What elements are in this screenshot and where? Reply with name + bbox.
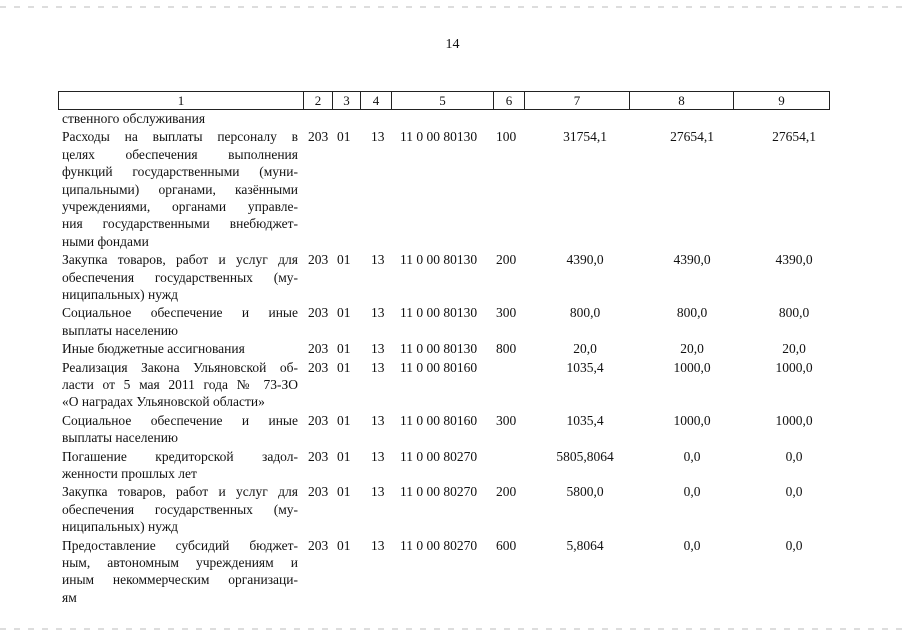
table-row xyxy=(0,412,905,447)
cell-col-5: 11 0 00 80130 xyxy=(400,341,478,357)
row-description xyxy=(62,304,298,339)
description-line: ным, автономным учреждениям и xyxy=(62,554,298,570)
cell-col-9: 1000,0 xyxy=(775,412,813,428)
description-line: Реализация Закона Ульяновской об- xyxy=(62,359,298,375)
cell-col-2: 203 xyxy=(308,484,329,500)
description-line: ниципальных) нужд xyxy=(62,286,179,302)
header-col-9: 9 xyxy=(734,92,830,110)
cell-col-6: 200 xyxy=(496,484,517,500)
description-line: Социальное обеспечение и иные xyxy=(62,412,298,428)
description-line: Предоставление субсидий бюджет- xyxy=(62,537,298,553)
description-line: Иные бюджетные ассигнования xyxy=(62,341,245,357)
description-line: ципальными) органами, казёнными xyxy=(62,181,298,197)
cell-col-8: 0,0 xyxy=(683,448,701,464)
cell-col-2: 203 xyxy=(308,359,329,375)
description-line: ственного обслуживания xyxy=(62,111,206,126)
cell-col-4: 13 xyxy=(371,252,385,268)
cell-col-2: 203 xyxy=(308,537,329,553)
cell-col-9: 4390,0 xyxy=(775,252,813,268)
cell-col-6: 800 xyxy=(496,341,517,357)
description-line: выплаты населению xyxy=(62,430,179,446)
table-row xyxy=(0,251,905,303)
header-col-4: 4 xyxy=(361,92,392,110)
cell-col-5: 11 0 00 80130 xyxy=(400,252,478,268)
cell-col-5: 11 0 00 80270 xyxy=(400,537,478,553)
cell-col-3: 01 xyxy=(337,359,351,375)
description-line: ям xyxy=(62,589,77,605)
cell-col-5: 11 0 00 80160 xyxy=(400,412,478,428)
cell-col-4: 13 xyxy=(371,341,385,357)
cell-col-9: 1000,0 xyxy=(775,359,813,375)
cell-col-3: 01 xyxy=(337,412,351,428)
description-line: женности прошлых лет xyxy=(62,465,197,481)
cell-col-3: 01 xyxy=(337,341,351,357)
row-description xyxy=(62,359,298,411)
cell-col-8: 0,0 xyxy=(683,484,701,500)
description-line: Закупка товаров, работ и услуг для xyxy=(62,484,298,500)
cell-col-3: 01 xyxy=(337,537,351,553)
description-line: Расходы на выплаты персоналу в xyxy=(62,129,298,145)
cell-col-7: 20,0 xyxy=(573,341,597,357)
cell-col-8: 27654,1 xyxy=(670,129,714,145)
cell-col-2: 203 xyxy=(308,129,329,145)
header-col-8: 8 xyxy=(630,92,734,110)
cell-col-6: 300 xyxy=(496,412,517,428)
table-row xyxy=(0,537,905,607)
row-description xyxy=(62,448,298,483)
cell-col-6: 100 xyxy=(496,129,517,145)
cell-col-9: 0,0 xyxy=(785,537,803,553)
description-line: ниципальных) нужд xyxy=(62,519,179,535)
cell-col-5: 11 0 00 80270 xyxy=(400,448,478,464)
cell-col-6: 300 xyxy=(496,305,517,321)
cell-col-6: 600 xyxy=(496,537,517,553)
row-description xyxy=(62,251,298,303)
cell-col-8: 1000,0 xyxy=(673,359,711,375)
description-line: «О наградах Ульяновской области» xyxy=(62,394,265,410)
cell-col-2: 203 xyxy=(308,252,329,268)
description-line: Социальное обеспечение и иные xyxy=(62,305,298,321)
cell-col-7: 31754,1 xyxy=(563,129,607,145)
table-row xyxy=(0,448,905,483)
cell-col-7: 5,8064 xyxy=(566,537,604,553)
cell-col-5: 11 0 00 80160 xyxy=(400,359,478,375)
cell-col-4: 13 xyxy=(371,537,385,553)
cell-col-9: 20,0 xyxy=(782,341,806,357)
cell-col-8: 0,0 xyxy=(683,537,701,553)
description-line: иным некоммерческим организаци- xyxy=(62,572,298,588)
table-row xyxy=(0,483,905,535)
cell-col-7: 4390,0 xyxy=(566,252,604,268)
row-description xyxy=(62,128,298,250)
cell-col-4: 13 xyxy=(371,305,385,321)
cell-col-4: 13 xyxy=(371,484,385,500)
cell-col-2: 203 xyxy=(308,412,329,428)
cell-col-2: 203 xyxy=(308,305,329,321)
cell-col-9: 800,0 xyxy=(778,305,810,321)
cell-col-3: 01 xyxy=(337,305,351,321)
cell-col-4: 13 xyxy=(371,412,385,428)
description-line: ными фондами xyxy=(62,233,149,249)
description-line: выплаты населению xyxy=(62,322,179,338)
header-col-6: 6 xyxy=(494,92,525,110)
table-row xyxy=(0,304,905,339)
table-row xyxy=(0,110,905,127)
table-row xyxy=(0,128,905,250)
header-col-2: 2 xyxy=(304,92,333,110)
cell-col-9: 0,0 xyxy=(785,484,803,500)
cell-col-3: 01 xyxy=(337,129,351,145)
cell-col-2: 203 xyxy=(308,341,329,357)
row-description xyxy=(62,340,298,357)
cell-col-3: 01 xyxy=(337,484,351,500)
scan-artifact-top xyxy=(0,6,905,8)
cell-col-9: 0,0 xyxy=(785,448,803,464)
scan-artifact-bottom xyxy=(0,628,905,630)
column-number-header xyxy=(58,91,830,110)
cell-col-4: 13 xyxy=(371,359,385,375)
cell-col-3: 01 xyxy=(337,448,351,464)
description-line: ласти от 5 мая 2011 года № 73-ЗО xyxy=(62,376,298,392)
cell-col-5: 11 0 00 80130 xyxy=(400,129,478,145)
cell-col-9: 27654,1 xyxy=(772,129,816,145)
header-col-3: 3 xyxy=(333,92,361,110)
cell-col-7: 5805,8064 xyxy=(556,448,614,464)
description-line: Погашение кредиторской задол- xyxy=(62,448,298,464)
cell-col-8: 800,0 xyxy=(676,305,708,321)
table-row xyxy=(0,359,905,411)
cell-col-8: 4390,0 xyxy=(673,252,711,268)
cell-col-4: 13 xyxy=(371,129,385,145)
row-description xyxy=(62,412,298,447)
cell-col-7: 5800,0 xyxy=(566,484,604,500)
cell-col-8: 20,0 xyxy=(680,341,704,357)
page-number: 14 xyxy=(445,37,460,52)
cell-col-7: 1035,4 xyxy=(566,412,604,428)
header-col-5: 5 xyxy=(392,92,494,110)
cell-col-5: 11 0 00 80130 xyxy=(400,305,478,321)
cell-col-3: 01 xyxy=(337,252,351,268)
description-line: обеспечения государственных (му- xyxy=(62,501,298,517)
description-line: целях обеспечения выполнения xyxy=(62,146,298,162)
cell-col-6: 200 xyxy=(496,252,517,268)
header-col-7: 7 xyxy=(525,92,630,110)
cell-col-7: 800,0 xyxy=(569,305,601,321)
row-description xyxy=(62,537,298,607)
description-line: учреждениями, органами управле- xyxy=(62,198,298,214)
description-line: обеспечения государственных (му- xyxy=(62,269,298,285)
cell-col-7: 1035,4 xyxy=(566,359,604,375)
cell-col-8: 1000,0 xyxy=(673,412,711,428)
cell-col-2: 203 xyxy=(308,448,329,464)
description-line: функций государственными (муни- xyxy=(62,164,298,180)
row-description xyxy=(62,483,298,535)
header-col-1: 1 xyxy=(59,92,304,110)
cell-col-4: 13 xyxy=(371,448,385,464)
table-row xyxy=(0,340,905,357)
cell-col-5: 11 0 00 80270 xyxy=(400,484,478,500)
row-description xyxy=(62,110,298,127)
description-line: ния государственными внебюджет- xyxy=(62,216,298,232)
description-line: Закупка товаров, работ и услуг для xyxy=(62,252,298,268)
